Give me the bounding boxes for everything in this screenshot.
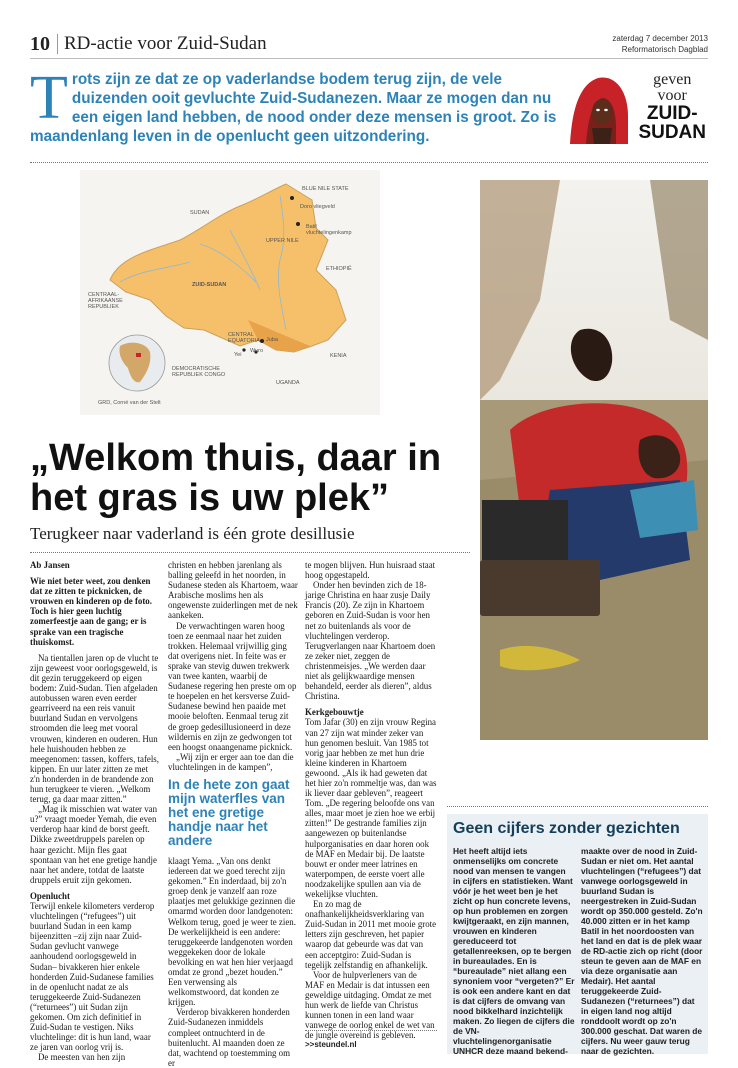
paragraph: „Mag ik misschien wat water van u?” vraagt moeder Yemah, die even verderop haar kind de borst geeft. Dikke zweetdruppels parelen op haar gezicht. Mijn fles gaat spontaan van het ene gretige handje naar het andere, totdat de laatste druppels eruit zijn gekomen. — [30, 804, 158, 885]
paragraph: Terwijl enkele kilometers verderop vluchtelingen (“refugees”) uit buurland Sudan in een kamp bijeenzitten –zij zijn naar Zuid-Sudan gevlucht vanwege aanhoudend oorlogsgeweld in Sudan– bivakkeren hier enkele honderden Zuid-Sudanese families in de openlucht nadat ze als teruggekeerde Zuid-Sudanezen (“returnees”) uit Sudan zijn gekomen. Om zich definitief in Zuid-Sudan te vestigen. Niks vluchtelinge: dit is hun land, waar ze jaren van oorlog vrij is. — [30, 901, 155, 1053]
intro-divider — [30, 162, 708, 163]
logo-text — [638, 72, 706, 142]
paragraph: Tom Jafar (30) en zijn vrouw Regina van 27 zijn wat minder zeker van hun genomen besluit. Van 1985 tot vorig jaar hebben ze met hun drie kleine kinderen in Khartoem gewoond. „Als ik had geweten dat het hier zo'n rommeltje was, dan was ik liever daar gebleven”, reageert Tom. „De regering beloofde ons van alles, maar moet je zien hoe we erbij zitten!” De gestrande families zijn aangewezen op buitenlandse hulporganisaties en daar horen ook de MAF en Medair bij. De laatste bouwt er onder meer latrines en waterpompen, de eerste voert alle noodzakelijke spullen aan via de wekelijkse vluchten. — [305, 717, 437, 899]
byline: Ab Jansen — [30, 560, 70, 570]
article-column-1 — [30, 560, 160, 1063]
date-text: zaterdag 7 december 2013 — [612, 34, 708, 43]
map-label-doro: Doro vliegveld — [300, 204, 335, 210]
page-number: 10 — [30, 33, 50, 55]
box-column-1 — [453, 846, 575, 1056]
header-divider — [57, 34, 58, 54]
header-date — [612, 33, 708, 55]
box-text-2: maakte over de nood in Zuid-Sudan er niet om. Het aantal vluchtelingen (“refugees”) dat vanwege oorlogsgeweld in buurland Sudan is neergestreken in Zuid-Sudan wordt op 350.000 gesteld. Zo'n 40.000 zitten er in het kamp Batil in het noordoosten van het land en dat is de plek waar de RD-actie zich op richt (door steun te geven aan de MAF en via deze organisatie aan Medair). Het aantal teruggekeerde Zuid-Sudanezen (“returnees”) dat in eigen land nog altijd ronddoolt wordt op zo'n 300.000 geschat. Dat waren de cijfers. Nu weer gauw terug naar de gezichten. — [581, 846, 703, 1056]
logo-line-1: geven — [653, 71, 692, 88]
logo-line-4: SUDAN — [638, 122, 706, 143]
paragraph: Voor de hulpverleners van de MAF en Medair is dat intussen een geweldige uitdaging. Omdat ze met hun werk de liefde van Christus kunnen tonen in een land waar vanwege de oorlog enkel de wet van de jungle overeind is gebleven. — [305, 969, 435, 1041]
map-label-upper-nile: UPPER NILE — [266, 238, 299, 244]
box-title: Geen cijfers zonder gezichten — [453, 820, 680, 837]
map-label-central-equatoria: CENTRAL EQUATORIA — [228, 332, 260, 344]
logo-line-3: ZUID- — [646, 103, 698, 124]
map-label-yei: Yei — [234, 352, 242, 358]
map-label-car: CENTRAAL-AFRIKAANSE REPUBLIEK — [88, 292, 123, 310]
box-top-divider — [447, 806, 708, 807]
subheading: Kerkgebouwtje — [305, 707, 364, 718]
map-label-kenia: KENIA — [330, 353, 347, 359]
logo-line-2: voor — [657, 87, 687, 104]
map-label-wuro: Wuro — [250, 348, 264, 354]
map-credit: GRD, Corné van der Stelt — [98, 400, 161, 406]
paragraph: De meesten van hen zijn — [38, 1052, 126, 1063]
map-label-drc: DEMOCRATISCHE REPUBLIEK CONGO — [172, 366, 226, 378]
paragraph: En zo mag de onafhankelijkheidsverklaring van Zuid-Sudan in 2011 met mooie grote letters zijn geschreven, het papier waarop dat gebeurde was dat van een acceptgiro: Zuid-Sudan is tegelijk zelfstandig en afhankelijk. — [305, 899, 437, 970]
subhead-divider — [30, 552, 470, 553]
map-label-batil: Batil vluchtelingenkamp — [306, 224, 352, 236]
link-divider — [305, 1030, 437, 1031]
map-label-sudan: SUDAN — [190, 210, 210, 216]
article-column-3 — [305, 560, 437, 1041]
map-label-blue-nile: BLUE NILE STATE — [302, 186, 349, 192]
article-column-2 — [168, 560, 298, 1068]
paragraph: „Wij zijn er erger aan toe dan die vluchtelingen in de kampen”, — [168, 751, 294, 772]
headline: „Welkom thuis, daar in het gras is uw plek” — [30, 437, 442, 519]
steundel-link[interactable]: >>steundel.nl — [305, 1040, 357, 1049]
header-rule — [30, 58, 708, 59]
paragraph: Verderop bivakkeren honderden Zuid-Sudanezen inmiddels compleet ontnuchterd in de buitenlucht. Al maanden doen ze dat, wachtend op toestemming om er — [168, 1007, 291, 1068]
sidebar-box — [447, 814, 708, 1054]
article-photo — [480, 180, 708, 740]
paper-name: Reformatorisch Dagblad — [621, 45, 708, 54]
intro-body: rots zijn ze dat ze op vaderlandse bodem terug zijn, de vele duizenden ooit gevluchte Zuid-Sudanezen. Maar ze mogen dan nu een eigen land hebben, de nood onder deze mensen is groot. Zo is maandenlang leven in de openlucht geen uitzondering. — [30, 71, 557, 145]
subheadline: Terugkeer naar vaderland is één grote desillusie — [30, 524, 355, 543]
map-label-ethiopie: ETHIOPIË — [326, 266, 352, 272]
paragraph: De verwachtingen waren hoog toen ze eenmaal naar het zuiden trokken. Helemaal vrijwillig ging dat overigens niet. In feite was er sprake van stevig duwen trekwerk van twee kanten, waarbij de Sudanese regering hen preste om op te hoepelen en het kersverse Zuid-Sudanese bewind hen paaide met mooie beloften. Eenmaal terug zit de groep gedesillusioneerd in deze wildernis en zijn ze gedwongen tot een hoogst onaangename picknick. — [168, 620, 297, 752]
box-column-2 — [581, 846, 703, 1056]
photo-mother-child — [480, 180, 708, 740]
map-south-sudan — [80, 170, 380, 415]
drop-cap: T — [30, 64, 68, 132]
campaign-logo — [566, 68, 710, 148]
box-text-1: Het heeft altijd iets onmenselijks om concrete nood van mensen te vangen in cijfers en statistieken. Want vóór je het weet ben je het zicht op hun concrete levens, op hun problemen en zorgen kwijtgeraakt, en zijn mannen, vrouwen en kinderen gereduceerd tot getallenreeksen, op te bergen in bureaulades. En is “bureaulade” niet allang een synoniem voor “vergeten?” Er is ook een andere kant en dat is dat cijfers de omvang van nood bikkelhard inzichtelijk maken. Zo liegen de cijfers die de VN-vluchtelingenorganisatie UNHCR deze maand bekend- — [453, 846, 575, 1056]
map-label-uganda: UGANDA — [276, 380, 300, 386]
intro-text — [30, 64, 560, 146]
map-label-juba: Juba — [266, 337, 278, 343]
paragraph: christen en hebben jarenlang als balling geleefd in het noorden, in Sudanese steden als Khartoem, waar Arabische moslims hen als ongewenste zuiderlingen met de nek aankeken. — [168, 560, 298, 621]
section-title: RD-actie voor Zuid-Sudan — [64, 33, 267, 54]
paragraph: Na tientallen jaren op de vlucht te zijn geweest voor oorlogsgeweld, is dit gezin teruggekeerd op eigen bodem: Zuid-Sudan. Tien afgeladen autobussen waren even eerder gearriveerd na een reis vanuit buurland Sudan en vervolgens stroomden die leeg met vooral vrouwen, kinderen en ouderen. Hun hele huishouden hebben ze meegenomen: tassen, koffers, tafels, kippen. En uur later zitten ze met z'n honderden in de brandende zon hun terugkeer te vieren. „Welkom terug, ga daar maar zitten.” — [30, 652, 159, 805]
subheading: Openlucht — [30, 890, 70, 901]
pull-quote: In de hete zon gaat mijn waterfles van het ene gretige handje naar het andere — [168, 776, 290, 848]
map-label-zuid-sudan: ZUID-SUDAN — [192, 282, 227, 288]
article-lead: Wie niet beter weet, zou denken dat ze zitten te picknicken, de vrouwen en kinderen op de foto. Toch is hier geen luchtig zomerfeestje aan de gang; er is sprake van een tragische thuiskomst. — [30, 576, 152, 647]
paragraph: Onder hen bevinden zich de 18-jarige Christina en haar zusje Daily Francis (20). Ze zijn in Khartoem geboren en Zuid-Sudan is voor hen net zo buitenlands als voor de vluchtelingen verderop. Terugverlangen naar Khartoem doen ze zeker niet, zeggen de christenmeisjes. „We werden daar niet als gelijkwaardige mensen behandeld, eerder als dieren”, aldus Christina. — [305, 580, 436, 702]
paragraph: klaagt Yema. „Van ons denkt iedereen dat we goed terecht zijn gekomen.” En inderdaad, bij zo'n groep denk je vanzelf aan roze plaatjes met gelukkige gezinnen die omarmd worden door landgenoten: Welkom terug, goed je weer te zien. De werkelijkheid is een andere: teruggekeerde landgenoten worden weggekeken door de lokale bevolking en wat hen hier verjaagd omdat ze grond „bezet houden.” Een verwensing als welkomstwoord, dat konden ze krijgen. — [168, 855, 296, 1008]
paragraph: te mogen blijven. Hun huisraad staat hoog opgestapeld. — [305, 560, 436, 581]
